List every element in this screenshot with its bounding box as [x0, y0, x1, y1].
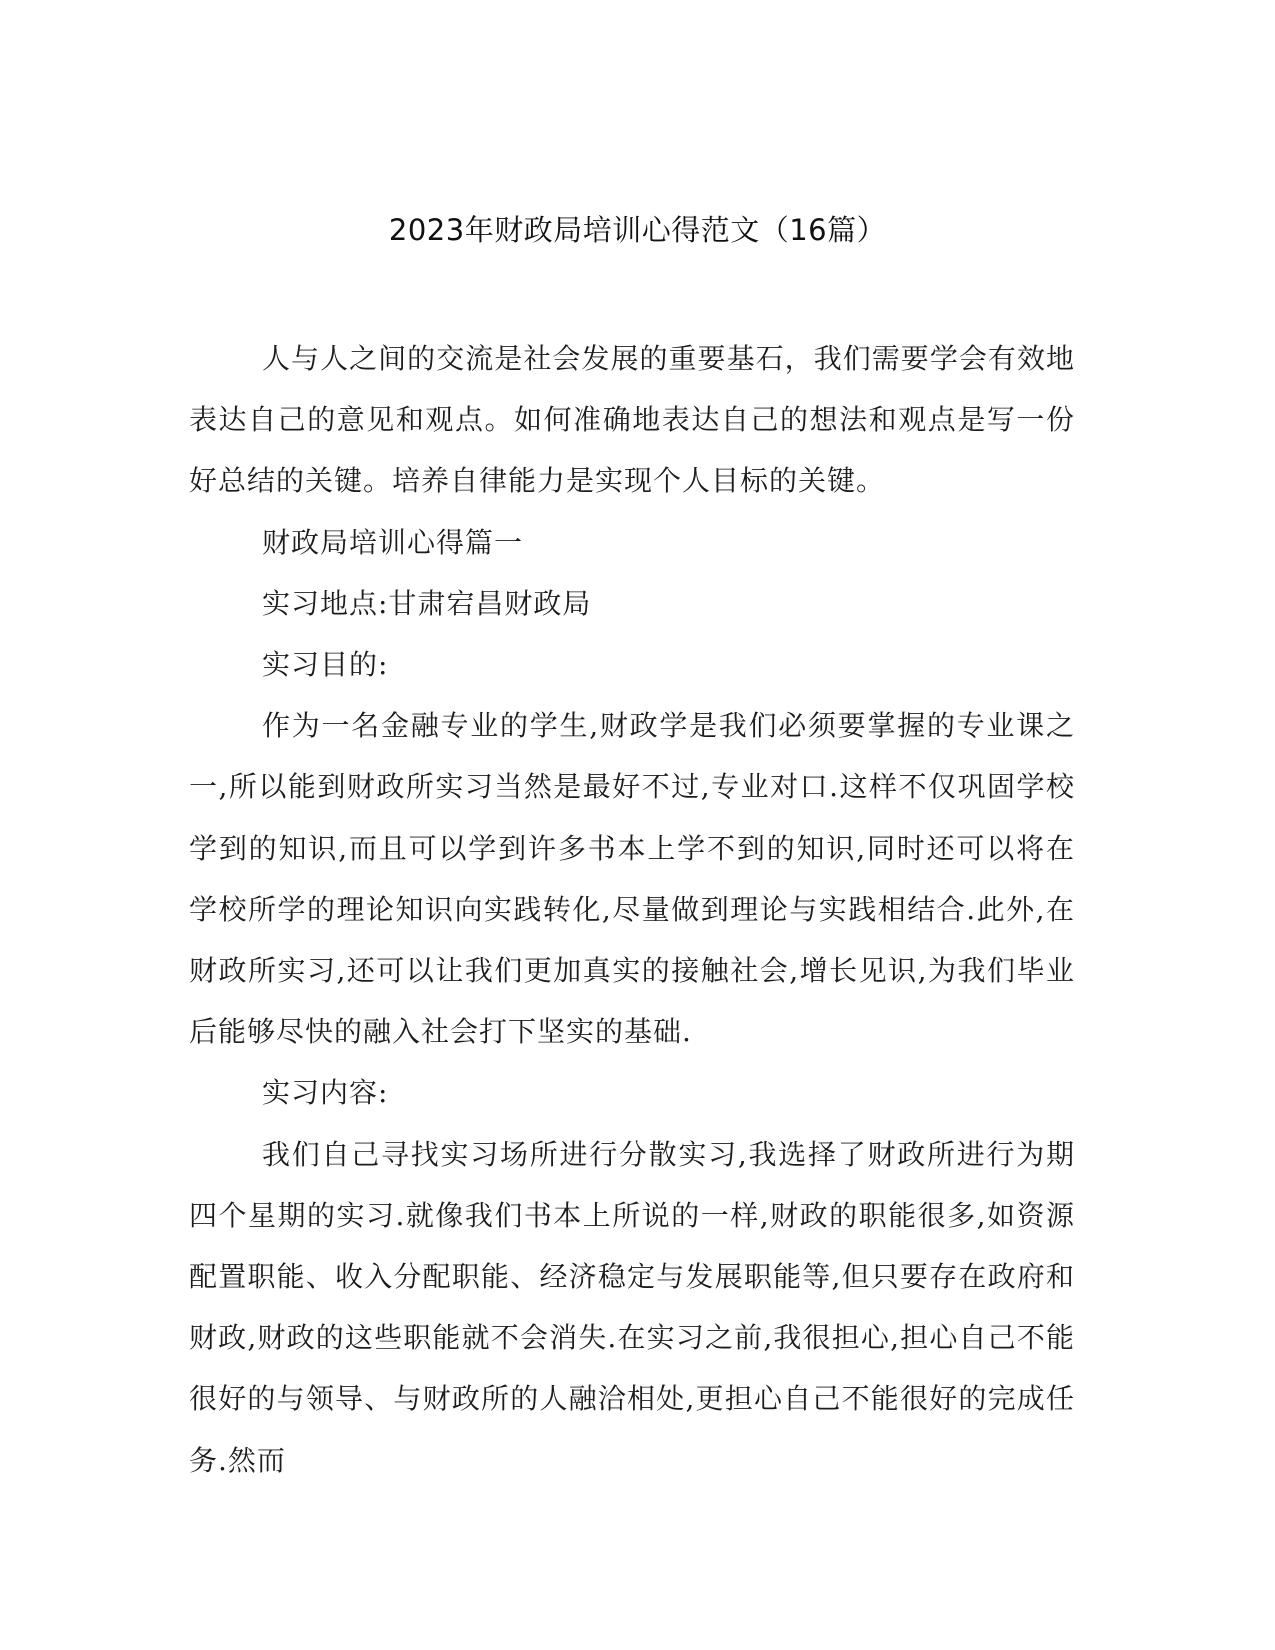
internship-content-paragraph: 我们自己寻找实习场所进行分散实习,我选择了财政所进行为期四个星期的实习.就像我们书本上所说的一样,财政的职能很多,如资源配置职能、收入分配职能、经济稳定与发展职能等,但只要存在政府和财政,财政的这些职能就不会消失.在实习之前,我很担心,担心自己不能很好的与领导、与财政所的人融洽相处,更担心自己不能很好的完成任务.然而	[189, 1137, 1075, 1477]
internship-content-heading: 实习内容:	[262, 1076, 389, 1110]
internship-purpose-heading: 实习目的:	[262, 648, 389, 682]
document-title: 2023年财政局培训心得范文（16篇）	[388, 213, 887, 247]
internship-purpose-paragraph: 作为一名金融专业的学生,财政学是我们必须要掌握的专业课之一,所以能到财政所实习当然是最好不过,专业对口.这样不仅巩固学校学到的知识,而且可以学到许多书本上学不到的知识,同时还可以将在学校所学的理论知识向实践转化,尽量做到理论与实践相结合.此外,在财政所实习,还可以让我们更加真实的接触社会,增长见识,为我们毕业后能够尽快的融入社会打下坚实的基础.	[189, 709, 1075, 1049]
intro-paragraph: 人与人之间的交流是社会发展的重要基石，我们需要学会有效地表达自己的意见和观点。如何准确地表达自己的想法和观点是写一份好总结的关键。培养自律能力是实现个人目标的关键。	[189, 342, 1075, 498]
section-heading: 财政局培训心得篇一	[262, 525, 524, 559]
internship-location: 实习地点:甘肃宕昌财政局	[262, 586, 592, 620]
document-body	[189, 328, 1075, 1491]
